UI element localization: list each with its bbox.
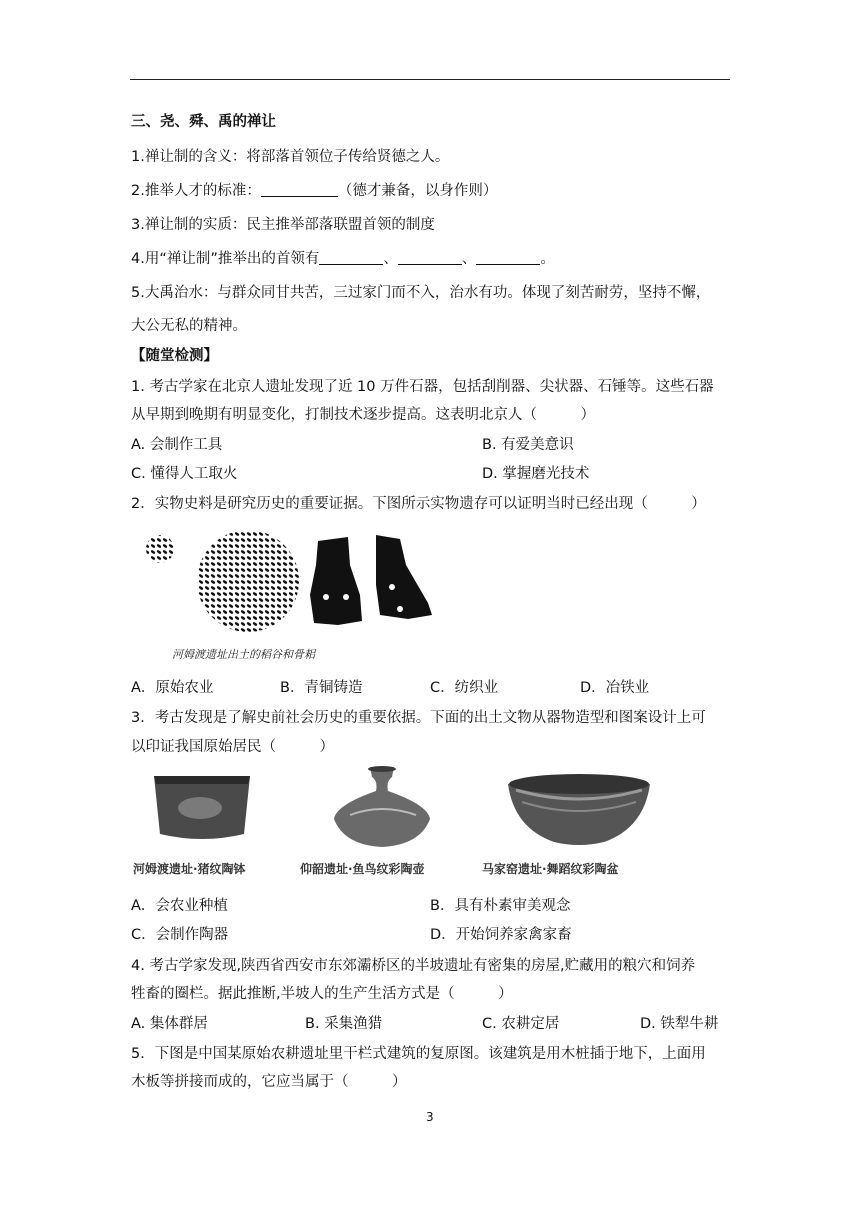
q4-option-b[interactable]: B. 采集渔猎: [305, 1016, 383, 1032]
q2-option-d[interactable]: D．冶铁业: [580, 680, 650, 696]
separator: 、: [461, 251, 477, 267]
q2-image-caption: 河姆渡遗址出土的稻谷和骨耜: [172, 648, 315, 661]
q4-line1: 4. 考古学家发现,陕西省西安市东郊灞桥区的半坡遗址有密集的房屋,贮藏用的粮穴和饲养: [131, 958, 696, 974]
rice-grain-icon: [197, 530, 299, 632]
header-rule: [130, 79, 730, 80]
q3-line2: 以印证我国原始居民（ ）: [131, 739, 334, 755]
q1-line1: 1. 考古学家在北京人遗址发现了近 10 万件石器，包括刮削器、尖状器、石锤等。这些石器: [131, 379, 714, 395]
quiz-heading: 【随堂检测】: [131, 348, 218, 364]
item-3: 3.禅让制的实质：民主推举部落联盟首领的制度: [131, 217, 435, 233]
section-heading: 三、尧、舜、禹的禅让: [131, 114, 276, 130]
q3-caption-1: 河姆渡遗址·猪纹陶钵: [133, 862, 246, 876]
fill-blank[interactable]: [319, 250, 383, 265]
q5-line2: 木板等拼接而成的，它应当属于（ ）: [131, 1074, 407, 1090]
bone-spade-icon: [310, 537, 362, 625]
q5-line1: 5．下图是中国某原始农耕遗址里干栏式建筑的复原图。该建筑是用木桩插于地下，上面用: [131, 1046, 706, 1062]
item-5-line2: 大公无私的精神。: [131, 318, 247, 334]
q3-option-d[interactable]: D．开始饲养家禽家畜: [430, 927, 572, 943]
q3-caption-3: 马家窑遗址·舞蹈纹彩陶盆: [482, 862, 619, 876]
q3-option-c[interactable]: C．会制作陶器: [131, 927, 229, 943]
fill-blank[interactable]: [476, 250, 540, 265]
fill-blank[interactable]: [398, 250, 462, 265]
q3-option-a[interactable]: A．会农业种植: [131, 898, 228, 914]
q3-line1: 3．考古发现是了解史前社会历史的重要依据。下面的出土文物从器物造型和图案设计上可: [131, 710, 706, 726]
q4-option-c[interactable]: C. 农耕定居: [482, 1016, 560, 1032]
page-number: 3: [426, 1110, 434, 1124]
item-1: 1.禅让制的含义：将部落首领位子传给贤德之人。: [131, 149, 450, 165]
q1-option-a[interactable]: A. 会制作工具: [131, 437, 223, 453]
pig-pottery-bowl-image: [150, 768, 254, 848]
bone-spade-icon: [376, 535, 432, 619]
q1-line2: 从早期到晚期有明显变化，打制技术逐步提高。这表明北京人（ ）: [131, 407, 595, 423]
item-2-note: （德才兼备，以身作则）: [337, 183, 498, 199]
q2-option-a[interactable]: A．原始农业: [131, 680, 214, 696]
item-4: [131, 249, 555, 269]
rice-and-bone-spade-image: [138, 525, 438, 645]
fill-blank[interactable]: [261, 182, 338, 197]
q2-line1: 2．实物史料是研究历史的重要证据。下图所示实物遗存可以证明当时已经出现（ ）: [131, 496, 706, 512]
item-2: [131, 181, 497, 201]
dancing-pottery-basin-image: [504, 770, 654, 850]
item-2-text: 2.推举人才的标准：: [131, 183, 261, 199]
q1-option-b[interactable]: B. 有爱美意识: [482, 437, 574, 453]
q1-option-c[interactable]: C. 懂得人工取火: [131, 466, 238, 482]
rice-small-icon: [146, 535, 174, 563]
q3-caption-2: 仰韶遗址·鱼鸟纹彩陶壶: [300, 862, 425, 876]
item-5-line1: 5.大禹治水：与群众同甘共苦，三过家门而不入，治水有功。体现了刻苦耐劳，坚持不懈，: [131, 285, 711, 301]
q1-option-d[interactable]: D. 掌握磨光技术: [482, 466, 590, 482]
q4-option-a[interactable]: A. 集体群居: [131, 1016, 208, 1032]
q4-option-d[interactable]: D. 铁犁牛耕: [640, 1016, 719, 1032]
period: 。: [540, 251, 555, 267]
q2-option-c[interactable]: C．纺织业: [430, 680, 499, 696]
q4-line2: 牲畜的圈栏。据此推断,半坡人的生产生活方式是（ ）: [131, 986, 513, 1002]
separator: 、: [383, 251, 398, 267]
fish-bird-pottery-jar-image: [330, 765, 434, 851]
pig-pattern-icon: [178, 797, 222, 819]
item-4-text: 4.用“禅让制”推举出的首领有: [131, 251, 320, 267]
q3-option-b[interactable]: B．具有朴素审美观念: [430, 898, 571, 914]
q2-option-b[interactable]: B．青铜铸造: [280, 680, 363, 696]
